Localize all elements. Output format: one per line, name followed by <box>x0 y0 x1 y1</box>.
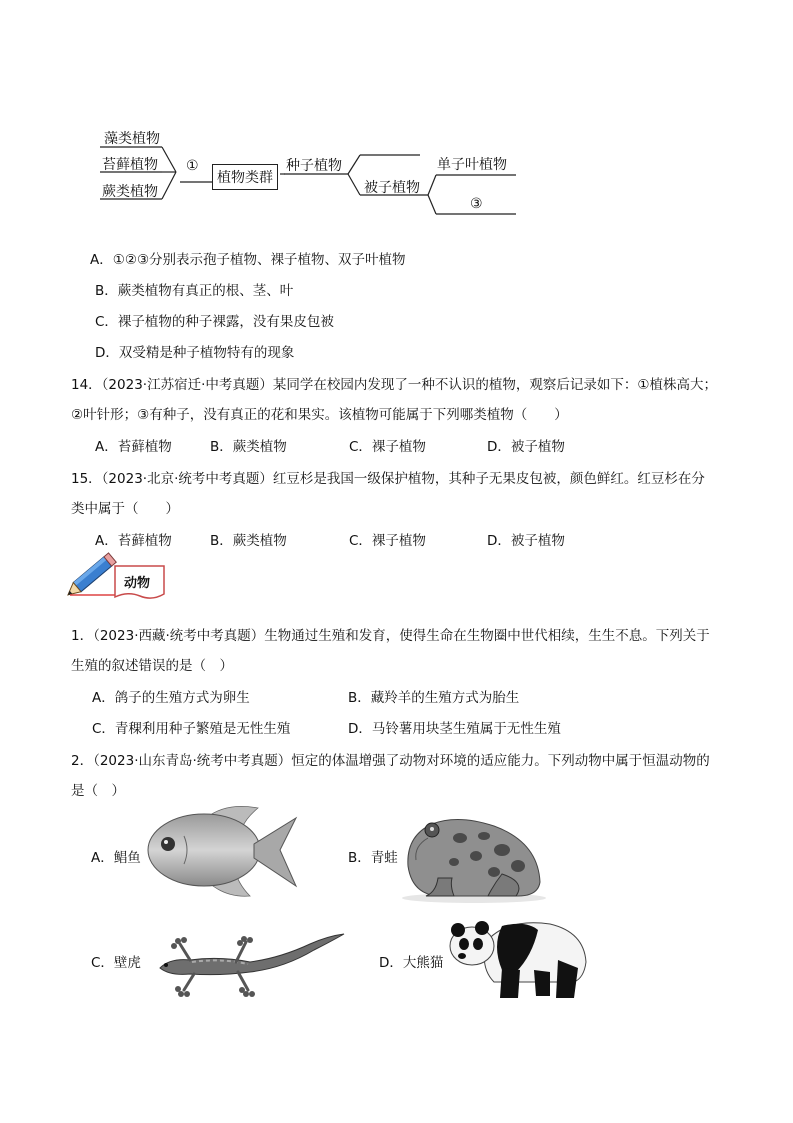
a1-option-c: C．青稞利用种子繁殖是无性生殖 <box>92 721 291 737</box>
diagram-fern: 蕨类植物 <box>102 184 158 200</box>
diagram-moss: 苔藓植物 <box>102 157 158 173</box>
a2-option-b: B．青蛙 <box>348 850 398 866</box>
q14-option-c: C．裸子植物 <box>349 439 426 455</box>
q13-option-b: B．蕨类植物有真正的根、茎、叶 <box>95 283 294 299</box>
a1-option-a: A．鸽子的生殖方式为卵生 <box>92 690 250 706</box>
q13-option-c: C．裸子植物的种子裸露，没有果皮包被 <box>95 314 334 330</box>
section-title: 动物 <box>124 576 151 591</box>
diagram-seed-plants: 种子植物 <box>286 158 342 174</box>
a1-option-b: B．藏羚羊的生殖方式为胎生 <box>348 690 520 706</box>
q15-option-c: C．裸子植物 <box>349 533 426 549</box>
pomfret-fish-image <box>146 800 298 902</box>
a1-stem-line-2: 生殖的叙述错误的是（ ） <box>71 658 233 674</box>
q14-option-a: A．苔藓植物 <box>95 439 172 455</box>
diagram-monocots: 单子叶植物 <box>437 157 507 173</box>
diagram-root-box: 植物类群 <box>212 164 278 190</box>
diagram-angiosperms: 被子植物 <box>364 180 420 196</box>
a1-option-d: D．马铃薯用块茎生殖属于无性生殖 <box>348 721 561 737</box>
a2-option-d: D．大熊猫 <box>379 955 444 971</box>
diagram-circle-1: ① <box>186 158 199 174</box>
a2-option-a: A．鲳鱼 <box>91 850 141 866</box>
q15-option-a: A．苔藓植物 <box>95 533 172 549</box>
a1-stem-line-1: 1．（2023·西藏·统考中考真题）生物通过生殖和发育，使得生命在生物圈中世代相续，生生不息。下列关于 <box>71 628 710 644</box>
q13-option-a: A．①②③分别表示孢子植物、裸子植物、双子叶植物 <box>90 252 406 268</box>
q14-option-d: D．被子植物 <box>487 439 565 455</box>
giant-panda-image <box>446 912 592 1002</box>
diagram-circle-3: ③ <box>470 196 483 212</box>
q15-stem-line-1: 15．（2023·北京·统考中考真题）红豆杉是我国一级保护植物，其种子无果皮包被，颜色鲜红。红豆杉在分 <box>71 471 705 487</box>
q14-stem-line-1: 14．（2023·江苏宿迁·中考真题）某同学在校园内发现了一种不认识的植物，观察后记录如下：①植株高大； <box>71 377 717 393</box>
gecko-image <box>150 928 346 1000</box>
q14-stem-line-2: ②叶针形；③有种子，没有真正的花和果实。该植物可能属于下列哪类植物（ ） <box>71 407 568 423</box>
q15-option-d: D．被子植物 <box>487 533 565 549</box>
q15-option-b: B．蕨类植物 <box>210 533 287 549</box>
a2-stem-line-2: 是（ ） <box>71 783 125 799</box>
frog-image <box>398 812 550 904</box>
q13-option-d: D．双受精是种子植物特有的现象 <box>95 345 295 361</box>
q15-stem-line-2: 类中属于（ ） <box>71 501 179 517</box>
diagram-algae: 藻类植物 <box>104 131 160 147</box>
a2-option-c: C．壁虎 <box>91 955 141 971</box>
q14-option-b: B．蕨类植物 <box>210 439 287 455</box>
a2-stem-line-1: 2．（2023·山东青岛·统考中考真题）恒定的体温增强了动物对环境的适应能力。下列动物中属于恒温动物的 <box>71 753 710 769</box>
